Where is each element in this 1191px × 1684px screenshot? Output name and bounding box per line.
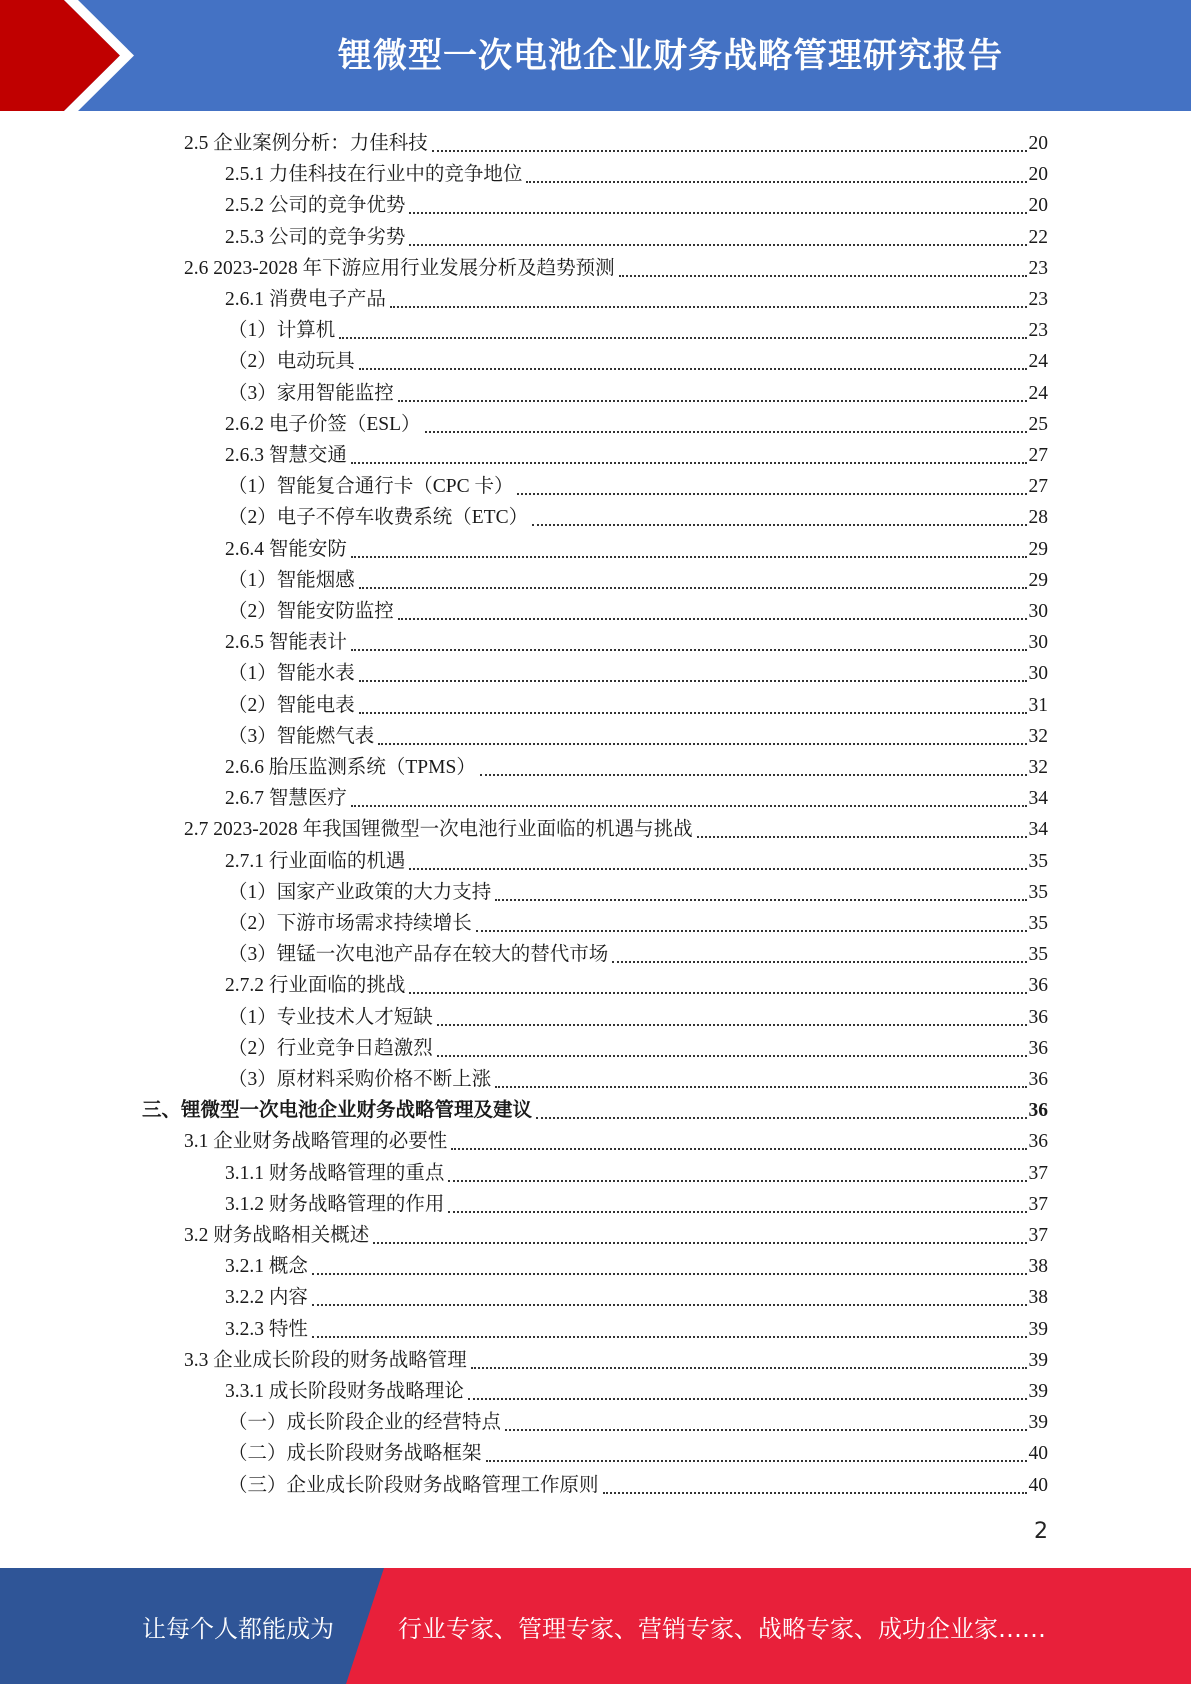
toc-dot-leader: [495, 1085, 1026, 1088]
toc-entry[interactable]: [225, 222, 1048, 253]
toc-entry-label: 2.5.1 力佳科技在行业中的竞争地位: [225, 164, 523, 186]
toc-entry-label: 3.2 财务战略相关概述: [184, 1225, 370, 1246]
toc-entry-page: 27: [1028, 445, 1048, 466]
toc-entry-page: 36: [1028, 1069, 1048, 1090]
toc-dot-leader: [432, 149, 1027, 152]
toc-entry-label: 3.1.1 财务战略管理的重点: [225, 1162, 445, 1184]
toc-dot-leader: [409, 991, 1026, 994]
toc-dot-leader: [536, 1116, 1026, 1119]
toc-entry[interactable]: [228, 1033, 1048, 1064]
page-number: 2: [1034, 1519, 1048, 1544]
toc-entry-label: （1）智能烟感: [228, 569, 355, 591]
toc-entry[interactable]: [228, 596, 1048, 627]
toc-dot-leader: [390, 305, 1027, 308]
toc-entry-label: 2.7 2023-2028 年我国锂微型一次电池行业面临的机遇与挑战: [184, 819, 693, 841]
toc-entry[interactable]: [225, 190, 1048, 221]
toc-entry[interactable]: [228, 315, 1048, 346]
toc-entry[interactable]: [225, 752, 1048, 783]
toc-entry-page: 20: [1028, 164, 1048, 186]
toc-entry-page: 36: [1028, 1100, 1048, 1122]
toc-dot-leader: [409, 211, 1026, 214]
toc-entry-page: 23: [1028, 320, 1048, 342]
toc-entry[interactable]: [184, 1345, 1048, 1376]
toc-entry-label: 3.1 企业财务战略管理的必要性: [184, 1131, 448, 1153]
toc-entry-label: 3.2.2 内容: [225, 1287, 308, 1309]
toc-entry[interactable]: [184, 1126, 1048, 1157]
toc-dot-leader: [526, 180, 1026, 183]
toc-entry-label: 2.6.3 智慧交通: [225, 445, 347, 466]
toc-dot-leader: [351, 555, 1027, 558]
toc-entry[interactable]: [225, 534, 1048, 565]
toc-entry-label: 3.2.3 特性: [225, 1318, 308, 1340]
toc-entry[interactable]: [228, 565, 1048, 596]
toc-entry-page: 30: [1028, 663, 1048, 685]
toc-entry-label: （1）国家产业政策的大力支持: [228, 881, 492, 903]
toc-entry-label: （1）智能水表: [228, 663, 355, 685]
toc-entry-page: 30: [1028, 632, 1048, 654]
toc-dot-leader: [505, 1428, 1026, 1431]
toc-entry[interactable]: [225, 1189, 1048, 1220]
toc-entry[interactable]: [228, 502, 1048, 533]
toc-entry-page: 24: [1028, 351, 1048, 373]
toc-entry-label: （2）电动玩具: [228, 351, 355, 373]
toc-entry-page: 37: [1028, 1225, 1048, 1246]
toc-entry[interactable]: [184, 128, 1048, 159]
toc-entry-label: 2.6.2 电子价签（ESL）: [225, 413, 421, 435]
toc-dot-leader: [359, 367, 1027, 370]
toc-dot-leader: [398, 617, 1027, 620]
toc-entry[interactable]: [228, 908, 1048, 939]
toc-entry[interactable]: [228, 877, 1048, 908]
footer-slogan-left: 让每个人都能成为: [142, 1614, 334, 1643]
toc-entry-page: 31: [1028, 694, 1048, 716]
toc-entry[interactable]: [228, 658, 1048, 689]
toc-entry-page: 40: [1028, 1474, 1048, 1496]
toc-dot-leader: [471, 1366, 1027, 1369]
toc-entry-page: 38: [1028, 1287, 1048, 1309]
toc-entry[interactable]: [228, 1470, 1048, 1501]
toc-entry-page: 35: [1028, 913, 1048, 934]
toc-entry-page: 24: [1028, 382, 1048, 404]
footer-slogan-right: 行业专家、管理专家、营销专家、战略专家、成功企业家……: [398, 1614, 1046, 1643]
toc-entry-label: 3.1.2 财务战略管理的作用: [225, 1193, 445, 1215]
toc-entry[interactable]: [184, 253, 1048, 284]
toc-entry-label: 三、锂微型一次电池企业财务战略管理及建议: [142, 1100, 533, 1122]
toc-entry[interactable]: [225, 1158, 1048, 1189]
toc-entry-page: 22: [1028, 226, 1048, 248]
toc-dot-leader: [486, 1459, 1027, 1462]
toc-entry[interactable]: [228, 690, 1048, 721]
toc-dot-leader: [619, 274, 1027, 277]
toc-entry-label: （二）成长阶段财务战略框架: [228, 1443, 482, 1465]
toc-entry[interactable]: [225, 1314, 1048, 1345]
toc-entry-label: （1）计算机: [228, 320, 336, 342]
toc-entry-label: 2.7.2 行业面临的挑战: [225, 975, 406, 997]
toc-entry-label: 2.6.1 消费电子产品: [225, 289, 386, 310]
toc-entry[interactable]: [228, 1064, 1048, 1095]
toc-entry-label: （1）智能复合通行卡（CPC 卡）: [228, 476, 514, 498]
toc-entry-label: 2.6.6 胎压监测系统（TPMS）: [225, 757, 476, 778]
toc-entry-label: 3.2.1 概念: [225, 1256, 308, 1278]
toc-entry-page: 32: [1028, 725, 1048, 747]
toc-entry-page: 23: [1028, 289, 1048, 310]
toc-entry-label: 3.3 企业成长阶段的财务战略管理: [184, 1349, 467, 1371]
toc-entry-page: 34: [1028, 819, 1048, 841]
toc-entry-label: 2.6.7 智慧医疗: [225, 788, 347, 810]
toc-dot-leader: [425, 430, 1027, 433]
toc-entry-label: 2.5 企业案例分析：力佳科技: [184, 133, 428, 154]
report-header: [0, 0, 1191, 111]
toc-entry-page: 35: [1028, 881, 1048, 903]
toc-dot-leader: [532, 523, 1026, 526]
toc-dot-leader: [437, 1054, 1027, 1057]
toc-entry[interactable]: [228, 1407, 1048, 1438]
toc-entry-page: 32: [1028, 757, 1048, 778]
toc-entry-label: 2.7.1 行业面临的机遇: [225, 850, 406, 872]
toc-entry[interactable]: [228, 471, 1048, 502]
toc-dot-leader: [373, 1241, 1026, 1244]
toc-entry[interactable]: [228, 1002, 1048, 1033]
toc-entry-label: （2）电子不停车收费系统（ETC）: [228, 507, 529, 529]
toc-dot-leader: [359, 586, 1027, 589]
toc-entry-label: （3）家用智能监控: [228, 382, 394, 404]
toc-dot-leader: [312, 1303, 1027, 1306]
toc-dot-leader: [517, 492, 1026, 495]
toc-entry-page: 39: [1028, 1381, 1048, 1402]
toc-dot-leader: [339, 336, 1026, 339]
toc-entry-label: （三）企业成长阶段财务战略管理工作原则: [228, 1474, 599, 1496]
toc-dot-leader: [351, 461, 1027, 464]
toc-dot-leader: [351, 804, 1027, 807]
toc-dot-leader: [612, 960, 1026, 963]
toc-entry[interactable]: [228, 939, 1048, 970]
toc-entry-label: 2.6.5 智能表计: [225, 632, 347, 654]
report-footer: [0, 1568, 1191, 1684]
toc-dot-leader: [468, 1397, 1027, 1400]
toc-dot-leader: [359, 679, 1027, 682]
red-chevron-decoration: [0, 0, 150, 111]
toc-dot-leader: [359, 711, 1027, 714]
toc-entry-page: 36: [1028, 1006, 1048, 1028]
toc-dot-leader: [409, 243, 1026, 246]
toc-dot-leader: [451, 1147, 1026, 1150]
toc-entry-label: （2）行业竞争日趋激烈: [228, 1037, 433, 1059]
toc-entry[interactable]: [228, 721, 1048, 752]
toc-entry-label: （2）智能电表: [228, 694, 355, 716]
report-title: 锂微型一次电池企业财务战略管理研究报告: [338, 35, 1003, 76]
toc-dot-leader: [448, 1179, 1026, 1182]
toc-dot-leader: [351, 648, 1027, 651]
toc-entry-page: 25: [1028, 413, 1048, 435]
toc-entry-page: 40: [1028, 1443, 1048, 1465]
toc-entry-label: （一）成长阶段企业的经营特点: [228, 1412, 502, 1434]
toc-dot-leader: [312, 1335, 1027, 1338]
toc-entry-page: 35: [1028, 944, 1048, 966]
toc-entry-label: （3）锂锰一次电池产品存在较大的替代市场: [228, 944, 609, 966]
toc-dot-leader: [398, 399, 1027, 402]
toc-entry[interactable]: [225, 783, 1048, 814]
toc-entry-page: 37: [1028, 1193, 1048, 1215]
toc-entry[interactable]: [225, 846, 1048, 877]
toc-dot-leader: [378, 742, 1026, 745]
toc-entry-page: 20: [1028, 133, 1048, 154]
toc-entry[interactable]: [225, 284, 1048, 315]
toc-entry-page: 29: [1028, 569, 1048, 591]
toc-entry[interactable]: [228, 346, 1048, 377]
toc-dot-leader: [437, 1023, 1027, 1026]
toc-dot-leader: [448, 1210, 1026, 1213]
toc-entry[interactable]: [225, 440, 1048, 471]
toc-dot-leader: [697, 835, 1027, 838]
toc-dot-leader: [476, 929, 1027, 932]
toc-dot-leader: [409, 867, 1026, 870]
toc-entry-page: 35: [1028, 850, 1048, 872]
toc-entry-page: 39: [1028, 1349, 1048, 1371]
toc-entry[interactable]: [225, 1376, 1048, 1407]
toc-entry[interactable]: [228, 378, 1048, 409]
toc-dot-leader: [312, 1272, 1027, 1275]
toc-entry[interactable]: [142, 1095, 1048, 1126]
toc-entry[interactable]: [225, 627, 1048, 658]
toc-entry[interactable]: [184, 814, 1048, 845]
toc-entry-label: 3.3.1 成长阶段财务战略理论: [225, 1381, 464, 1402]
toc-entry-page: 38: [1028, 1256, 1048, 1278]
toc-entry[interactable]: [225, 409, 1048, 440]
toc-entry-page: 20: [1028, 195, 1048, 217]
toc-entry-page: 30: [1028, 601, 1048, 622]
toc-entry-label: （3）智能燃气表: [228, 725, 375, 747]
toc-entry[interactable]: [225, 159, 1048, 190]
toc-entry-label: （3）原材料采购价格不断上涨: [228, 1069, 492, 1090]
toc-entry-page: 27: [1028, 476, 1048, 498]
toc-entry-page: 34: [1028, 788, 1048, 810]
toc-entry-page: 36: [1028, 975, 1048, 997]
toc-entry-page: 28: [1028, 507, 1048, 529]
toc-entry[interactable]: [228, 1438, 1048, 1469]
toc-entry-page: 39: [1028, 1412, 1048, 1434]
toc-dot-leader: [603, 1491, 1027, 1494]
toc-dot-leader: [480, 773, 1027, 776]
toc-entry-page: 29: [1028, 538, 1048, 560]
toc-entry-page: 36: [1028, 1131, 1048, 1153]
toc-entry-page: 23: [1028, 257, 1048, 279]
toc-entry-label: （1）专业技术人才短缺: [228, 1006, 433, 1028]
toc-entry[interactable]: [225, 1251, 1048, 1282]
toc-entry-page: 37: [1028, 1162, 1048, 1184]
toc-entry-label: （2）下游市场需求持续增长: [228, 913, 472, 934]
toc-entry[interactable]: [184, 1220, 1048, 1251]
toc-entry-label: 2.6.4 智能安防: [225, 538, 347, 560]
toc-entry-label: 2.5.3 公司的竞争劣势: [225, 226, 406, 248]
toc-entry-label: （2）智能安防监控: [228, 601, 394, 622]
toc-entry[interactable]: [225, 970, 1048, 1001]
toc-entry-page: 39: [1028, 1318, 1048, 1340]
toc-entry-page: 36: [1028, 1037, 1048, 1059]
toc-entry[interactable]: [225, 1282, 1048, 1313]
toc-dot-leader: [495, 898, 1026, 901]
toc-entry-label: 2.5.2 公司的竞争优势: [225, 195, 406, 217]
toc-entry-label: 2.6 2023-2028 年下游应用行业发展分析及趋势预测: [184, 257, 615, 279]
